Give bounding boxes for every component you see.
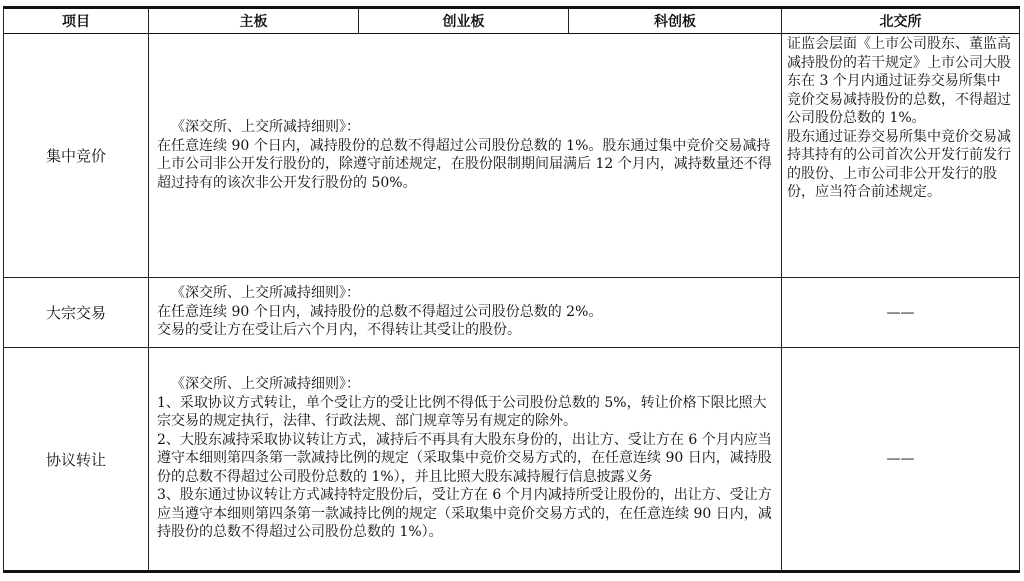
table-header [4, 8, 1020, 34]
reduction-rules-table [3, 6, 1020, 573]
header-star-market: 科创板 [569, 8, 782, 34]
sse-szse-rule-block-trade [149, 278, 782, 348]
rule-paragraph-2: 交易的受让方在受让后六个月内，不得转让其受让的股份。 [157, 322, 521, 339]
table-row-agreement-transfer [4, 348, 1020, 572]
header-chinext: 创业板 [359, 8, 569, 34]
rule-paragraph-3: 3、股东通过协议转让方式减持特定股份后，受让方在 6 个月内减持所受让股份的，出让方、受让方应当遵守本细则第四条第一款减持比例的规定（采取集中竞价交易方式的，在任意连续 90 日内，减持股份的总数不得超过公司股份总数的 1%）。 [157, 487, 772, 541]
table-row-centralized-bidding [4, 34, 1020, 278]
sse-szse-rule-centralized-bidding [149, 34, 782, 278]
rule-paragraph-2: 2、大股东减持采取协议转让方式，减持后不再具有大股东身份的，出让方、受让方在 6 个月内应当遵守本细则第四条第一款减持比例的规定（采取集中竞价交易方式的，在任意连续 90 日内，减持股份的总数不得超过公司股份总数的 1%），并且比照大股东减持履行信息披露义务 [157, 431, 772, 485]
rule-body: 在任意连续 90 个日内，减持股份的总数不得超过公司股份总数的 1%。股东通过集中竞价交易减持上市公司非公开发行股份的，除遵守前述规定，在股份限制期间届满后 12 个月内，减持数量还不得超过持有的该次非公开发行股份的 50%。 [157, 137, 772, 191]
bse-rule-centralized-bidding [782, 34, 1020, 278]
row-label-block-trade: 大宗交易 [4, 278, 149, 348]
header-row [4, 8, 1020, 34]
header-main-board: 主板 [149, 8, 359, 34]
sse-szse-rule-agreement-transfer [149, 348, 782, 572]
rule-paragraph-1: 在任意连续 90 个日内，减持股份的总数不得超过公司股份总数的 2%。 [157, 303, 603, 320]
bse-rule-agreement-transfer: —— [782, 348, 1020, 572]
rule-source-title: 《深交所、上交所减持细则》： [171, 285, 360, 302]
bse-rule-paragraph-1: 证监会层面《上市公司股东、董监高减持股份的若干规定》上市公司大股东在 3 个月内通过证券交易所集中竞价交易减持股份的总数，不得超过公司股份总数的 1%。 [787, 36, 1011, 126]
rule-source-title: 《深交所、上交所减持细则》： [171, 119, 360, 135]
bse-rule-block-trade: —— [782, 278, 1020, 348]
header-bse: 北交所 [782, 8, 1020, 34]
row-label-agreement-transfer: 协议转让 [4, 348, 149, 572]
table-row-block-trade [4, 278, 1020, 348]
row-label-centralized-bidding: 集中竞价 [4, 34, 149, 278]
table-body [4, 34, 1020, 572]
rule-paragraph-1: 1、采取协议方式转让，单个受让方的受让比例不得低于公司股份总数的 5%，转让价格下限比照大宗交易的规定执行，法律、行政法规、部门规章等另有规定的除外。 [157, 394, 767, 430]
rule-source-title: 《深交所、上交所减持细则》： [171, 376, 360, 393]
bse-rule-paragraph-2: 股东通过证券交易所集中竞价交易减持其持有的公司首次公开发行前发行的股份、上市公司非公开发行的股份，应当符合前述规定。 [787, 128, 1011, 200]
header-item: 项目 [4, 8, 149, 34]
